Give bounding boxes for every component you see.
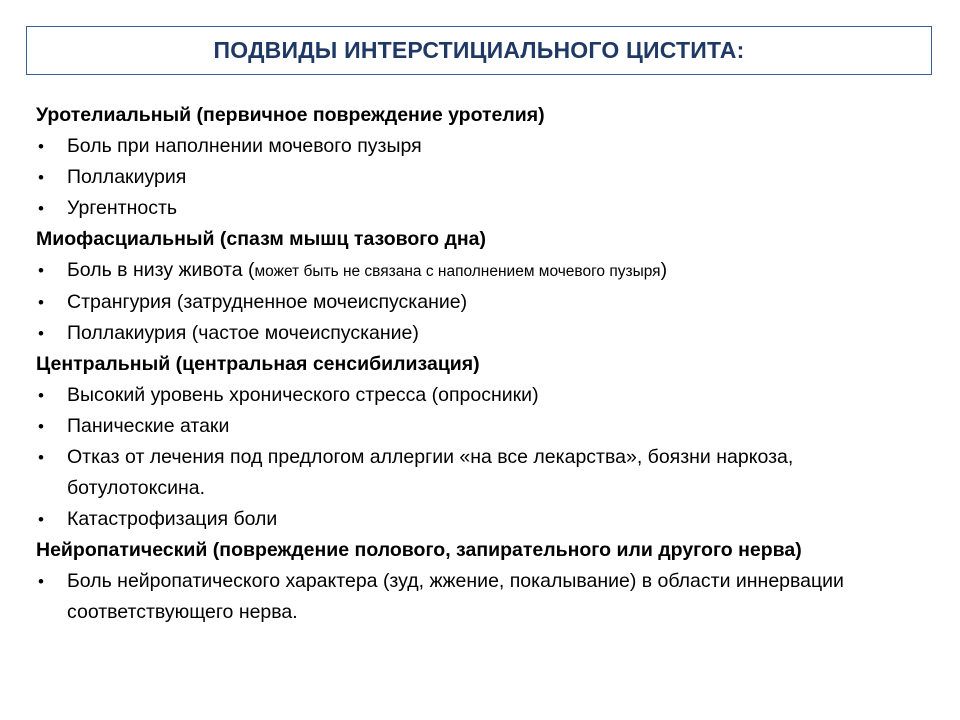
- bullet-icon: •: [38, 168, 44, 187]
- bullet-icon: •: [38, 137, 44, 156]
- list-item: [36, 566, 926, 628]
- bullet-list: [36, 255, 926, 349]
- list-item: [36, 411, 926, 442]
- section-heading: Уротелиальный (первичное повреждение уротелия): [36, 104, 545, 126]
- list-item-text: Поллакиурия: [67, 166, 187, 188]
- bullet-list: [36, 131, 926, 224]
- list-item-text: Боль при наполнении мочевого пузыря: [67, 135, 422, 157]
- list-item: [36, 380, 926, 411]
- list-item-tail: ): [660, 259, 668, 281]
- list-item-text: Отказ от лечения под предлогом аллергии «на все лекарства», боязни наркоза, ботулотоксина.: [67, 446, 794, 499]
- list-item: [36, 255, 926, 287]
- list-item-text: Высокий уровень хронического стресса (опросники): [67, 384, 539, 406]
- bullet-icon: •: [38, 293, 44, 312]
- content-body: [36, 100, 926, 628]
- bullet-icon: •: [38, 261, 44, 280]
- list-item-text: Катастрофизация боли: [67, 508, 278, 530]
- bullet-icon: •: [38, 386, 44, 405]
- section-myofascial: [36, 224, 926, 349]
- list-item: [36, 504, 926, 535]
- list-item-text: Странгурия (затрудненное мочеиспускание): [67, 291, 468, 313]
- bullet-icon: •: [38, 572, 44, 591]
- list-item: [36, 287, 926, 318]
- list-item-note: может быть не связана с наполнением мочевого пузыря: [254, 263, 661, 280]
- section-urothelial: [36, 100, 926, 224]
- bullet-list: [36, 566, 926, 628]
- bullet-icon: •: [38, 417, 44, 436]
- section-heading: Нейропатический (повреждение полового, запирательного или другого нерва): [36, 539, 802, 561]
- title-box: [26, 26, 932, 75]
- list-item-text: Панические атаки: [67, 415, 230, 437]
- list-item: [36, 442, 926, 504]
- section-central: [36, 349, 926, 535]
- list-item: [36, 131, 926, 162]
- bullet-icon: •: [38, 510, 44, 529]
- slide-title: ПОДВИДЫ ИНТЕРСТИЦИАЛЬНОГО ЦИСТИТА:: [213, 37, 745, 63]
- bullet-icon: •: [38, 199, 44, 218]
- list-item: [36, 318, 926, 349]
- section-heading: Миофасциальный (спазм мышц тазового дна): [36, 228, 486, 250]
- bullet-icon: •: [38, 324, 44, 343]
- list-item: [36, 193, 926, 224]
- list-item: [36, 162, 926, 193]
- bullet-list: [36, 380, 926, 535]
- bullet-icon: •: [38, 448, 44, 467]
- section-heading: Центральный (центральная сенсибилизация): [36, 353, 480, 375]
- list-item-text: Боль нейропатического характера (зуд, жжение, покалывание) в области иннервации соответствующего нерва.: [67, 570, 844, 623]
- list-item-text: Ургентность: [67, 197, 178, 219]
- list-item-text: Боль в низу живота (: [67, 259, 255, 281]
- list-item-text: Поллакиурия (частое мочеиспускание): [67, 322, 419, 344]
- section-neuropathic: [36, 535, 926, 628]
